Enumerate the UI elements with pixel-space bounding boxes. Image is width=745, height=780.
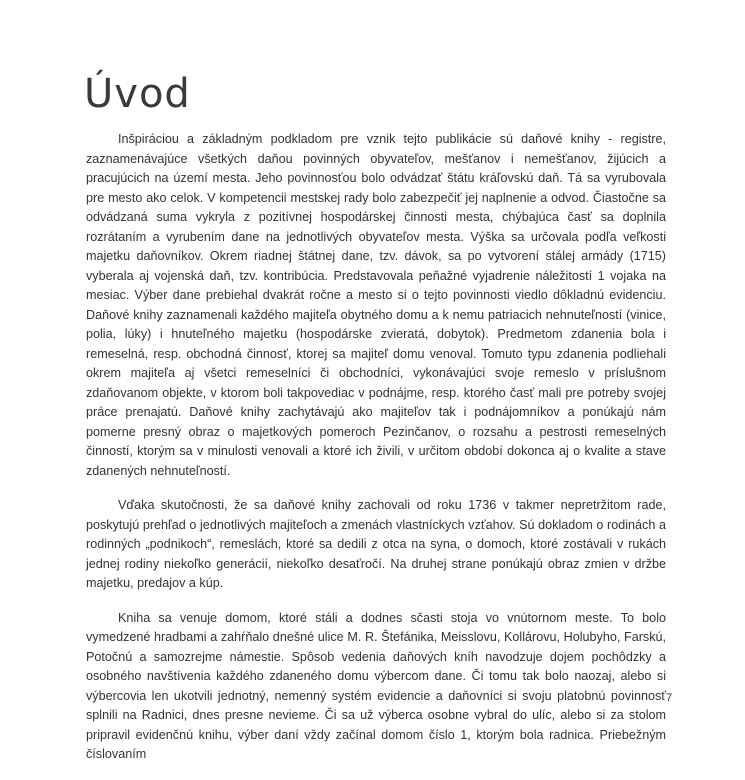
body-text bbox=[86, 130, 666, 780]
paragraph: Kniha sa venuje domom, ktoré stáli a dodnes sčasti stoja vo vnútornom meste. To bolo vymedzené hradbami a zahŕňalo dnešné ulice M. R. Štefánika, Meisslovu, Kollárovu, Holubyho, Farskú, Potočnú a samozrejme námestie. Spôsob vedenia daňových kníh navodzuje dojem pochôdzky a osobného navštívenia každého zdaneného domu výbercom dane. Či tomu tak bolo naozaj, alebo si výbercovia len ukotvili jednotný, nemenný systém evidencie a daňovníci si svoju platobnú povinnosť splnili na Radnici, dnes presne nevieme. Či sa už výberca osobne vybral do ulíc, alebo si za stolom pripravil evidenčnú knihu, výber daní vždy začínal domom číslo 1, ktorým bola radnica. Priebežným číslovaním bbox=[86, 610, 666, 761]
paragraph: Inšpiráciou a základným podkladom pre vznik tejto publikácie sú daňové knihy - registre, zaznamenávajúce všetkých daňou povinných obyvateľov, mešťanov i nemešťanov, žijúcich a pracujúcich na území mesta. Jeho povinnosťou bolo odvádzať štátu kráľovskú daň. Tá sa vyrubovala pre mesto ako celok. V kompetencii mestskej rady bolo zabezpečiť jej naplnenie a odvod. Čiastočne sa odvádzaná suma vykryla z pozitívnej hospodárskej činnosti mesta, chýbajúca časť sa doplnila rozrátaním a vyrubením dane na jednotlivých obyvateľov mesta. Výška sa určovala podľa veľkosti majetku daňovníkov. Okrem riadnej štátnej dane, tzv. dávok, sa po vytvorení stálej armády (1715) vyberala aj vojenská daň, tzv. kontribúcia. Predstavovala peňažné vyjadrenie náležitostí 1 vojaka na mesiac. Výber dane prebiehal dvakrát ročne a mesto si o tejto povinnosti viedlo dôkladnú evidenciu. Daňové knihy zaznamenali každého majiteľa obytného domu a k nemu patriacich nehnuteľností (vinice, polia, lúky) i hnuteľného majetku (hospodárske zvieratá, dobytok). Predmetom zdanenia bola i remeselná, resp. obchodná činnosť, ktorej sa majiteľ domu venoval. Tomuto typu zdanenia podliehali okrem majiteľa aj všetci remeselníci či obchodníci, vykonávajúci svoje remeslo v príslušnom zdaňovanom objekte, v ktorom boli takpovediac v podnájme, resp. ktorého časť mali pre potreby svojej práce prenajatú. Daňové knihy zachytávajú ako majiteľov tak i podnájomníkov a ponúkajú nám pomerne presný obraz o majetkových pomeroch Pezinčanov, o rozsahu a pestrosti remeselných činností, ktorým sa v minulosti venovali a ktoré ich živili, v určitom období dokonca aj o kvalite a stave zdanených nehnuteľností. bbox=[86, 132, 666, 478]
paragraph: Vďaka skutočnosti, že sa daňové knihy zachovali od roku 1736 v takmer nepretržitom rade, poskytujú prehľad o jednotlivých majiteľoch a zmenách vlastníckych vzťahov. Sú dokladom o rodinách a rodinných „podnikoch“, remeslách, ktoré sa dedili z otca na syna, o domoch, ktoré zostávali v rukách jednej rodiny niekoľko generácií, niekoľko desaťročí. Na druhej strane ponúkajú obraz zmien v držbe majetku, predajov a kúp. bbox=[86, 498, 666, 590]
page-title: Úvod bbox=[84, 71, 191, 117]
page-number: 7 bbox=[666, 692, 673, 704]
